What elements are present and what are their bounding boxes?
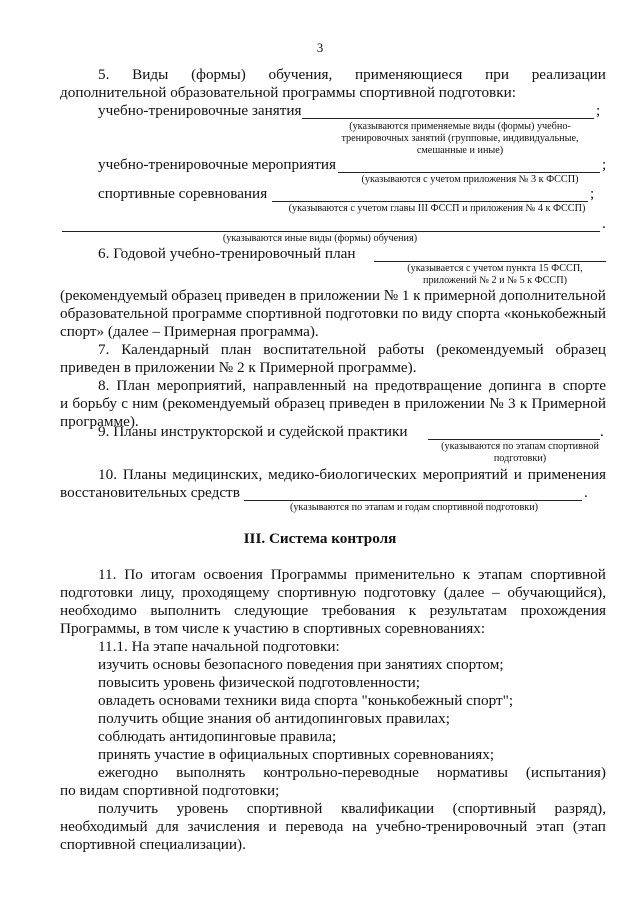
semicolon: ;	[596, 102, 601, 119]
word: допинга	[488, 377, 542, 394]
word: №	[383, 287, 399, 304]
word: ежегодно	[98, 764, 159, 781]
word: 7.	[98, 341, 110, 358]
item7-line2: приведен в приложении № 2 к Примерной программе).	[60, 359, 417, 376]
word: (рекомендуемый	[60, 287, 168, 304]
word: образец	[274, 395, 325, 412]
word: необходимый	[60, 818, 148, 835]
word: Календарный	[121, 341, 209, 358]
word: (спортивный	[452, 800, 536, 817]
p11-line4: Программы, в том числе к участию в спортивных соревнованиях:	[60, 620, 486, 637]
word: 5.	[98, 66, 110, 83]
word: в	[548, 377, 556, 394]
requirement-item: получить общие знания об антидопинговых правилах;	[98, 710, 450, 727]
field-practice-line[interactable]	[428, 439, 600, 440]
word: образец	[171, 287, 222, 304]
word: этап	[536, 818, 565, 835]
field-note: (указываются по этапам и годам спортивной подготовки)	[289, 502, 539, 513]
word: спортивной	[245, 305, 322, 322]
word: перевода	[285, 818, 344, 835]
semicolon: ;	[602, 156, 607, 173]
item6-line1	[60, 287, 606, 305]
word: реализации	[531, 66, 606, 83]
word: образовательной	[60, 305, 169, 322]
requirement-item-rank-line1	[98, 800, 606, 818]
field-note: (указываются с учетом приложения № 3 к ФССП)	[361, 174, 579, 185]
word: зачисления	[187, 818, 260, 835]
field-training-sessions-line[interactable]	[302, 118, 594, 119]
field-note: смешанные и иные)	[416, 145, 504, 156]
word: прохождения	[520, 602, 606, 619]
word: по	[402, 305, 418, 322]
word: работы	[377, 341, 425, 358]
word: План	[116, 377, 150, 394]
word: выполнить	[150, 602, 221, 619]
word: разряд),	[554, 800, 606, 817]
word: к	[462, 566, 471, 583]
word: 10.	[98, 466, 117, 483]
item8-line1	[98, 377, 606, 395]
word: план	[220, 341, 252, 358]
item5-line1	[98, 66, 606, 84]
word: на	[352, 377, 368, 394]
item10-line1	[98, 466, 606, 484]
period: .	[602, 215, 606, 232]
requirement-item: принять участие в официальных спортивных соревнованиях;	[98, 746, 495, 763]
word: Примерной	[531, 395, 606, 412]
field-note: приложений № 2 и № 5 к ФССП)	[423, 275, 567, 286]
semicolon: ;	[590, 185, 595, 202]
word: (рекомендуемый	[436, 341, 544, 358]
word: примерной	[424, 287, 496, 304]
word: подготовки	[325, 305, 399, 322]
word: 3	[507, 395, 516, 412]
field-annual-plan-line[interactable]	[374, 261, 606, 262]
item9-label: 9. Планы инструкторской и судейской практики	[98, 423, 408, 440]
word: «конькобежный	[503, 305, 606, 322]
word: с	[121, 395, 129, 412]
item6-line3: спорт» (далее – Примерная программа).	[60, 323, 319, 340]
requirement-item: повысить уровень физической подготовленности;	[98, 674, 421, 691]
word: к	[519, 395, 528, 412]
word: приведен	[225, 287, 286, 304]
item8-line2	[60, 395, 606, 413]
word: спорта	[456, 305, 500, 322]
field-recovery-means-line[interactable]	[244, 500, 582, 501]
word: приложении	[300, 287, 381, 304]
p11-line3	[60, 602, 606, 620]
word: в	[393, 395, 401, 412]
word: спортивной	[246, 800, 323, 817]
word: применительно	[354, 566, 455, 583]
word: уровень	[176, 800, 229, 817]
field-note: тренировочных занятий (групповые, индивидуальные,	[341, 133, 579, 144]
field-other-forms-line[interactable]	[62, 231, 600, 232]
requirement-item-rank-line2	[60, 818, 606, 836]
word: борьбу	[72, 395, 117, 412]
word: 8.	[98, 377, 110, 394]
field-competitions-line[interactable]	[272, 201, 588, 202]
word: контрольно-переводные	[263, 764, 419, 781]
item6-line2	[60, 305, 606, 323]
word: следующие	[234, 602, 309, 619]
word: направленный	[252, 377, 346, 394]
requirement-item: изучить основы безопасного поведения при занятиях спортом;	[98, 656, 504, 673]
item7-line1	[98, 341, 606, 359]
word: Программы	[270, 566, 347, 583]
word: применяющиеся	[355, 66, 463, 83]
field-training-events-label: учебно-тренировочные мероприятия	[98, 156, 336, 173]
field-training-sessions-label: учебно-тренировочные занятия	[98, 102, 302, 119]
word: для	[156, 818, 179, 835]
section-heading: III. Система контроля	[243, 530, 397, 547]
word: мероприятий,	[156, 377, 246, 394]
item5-line2: дополнительной образовательной программы спортивной подготовки:	[60, 84, 516, 101]
word: (рекомендуемый	[162, 395, 271, 412]
field-competitions-label: спортивные соревнования	[98, 185, 268, 202]
field-note: подготовки)	[493, 453, 547, 464]
word: освоения	[203, 566, 263, 583]
word: (формы)	[191, 66, 246, 83]
word: к	[413, 287, 421, 304]
item8-line3: программе).	[60, 413, 139, 430]
field-training-events-line[interactable]	[338, 172, 600, 173]
word: учебно-тренировочный	[375, 818, 528, 835]
word: мероприятий	[422, 466, 508, 483]
period: .	[600, 423, 604, 440]
word: ним	[132, 395, 159, 412]
p11-line1	[98, 566, 606, 584]
word: Виды	[132, 66, 169, 83]
word: применения	[527, 466, 606, 483]
field-note: (указываются с учетом главы III ФССП и приложения № 4 к ФССП)	[288, 203, 586, 214]
item6-label: 6. Годовой учебно-тренировочный план	[98, 245, 356, 262]
word: программе	[172, 305, 242, 322]
word: спорте	[562, 377, 606, 394]
word: предотвращение	[374, 377, 482, 394]
word: и	[513, 466, 522, 483]
word: необходимо	[60, 602, 137, 619]
word: нормативы	[436, 764, 508, 781]
word: медицинских,	[172, 466, 263, 483]
field-note: (указываются иные виды (формы) обучения)	[222, 233, 418, 244]
word: в	[289, 287, 297, 304]
word: дополнительной	[499, 287, 606, 304]
word: обучения,	[268, 66, 333, 83]
period: .	[584, 484, 588, 501]
word: виду	[421, 305, 453, 322]
word: (этап	[572, 818, 606, 835]
word: этапам	[478, 566, 523, 583]
requirement-item-norms-line2: по видам спортивной подготовки;	[60, 782, 280, 799]
word: воспитательной	[263, 341, 367, 358]
p11-line2: подготовки лицу, проходящему спортивную подготовку (далее – обучающийся),	[60, 584, 606, 601]
word: при	[485, 66, 509, 83]
word: результатам	[429, 602, 508, 619]
page-number: 3	[316, 40, 324, 55]
subsection-1-1: 11.1. На этапе начальной подготовки:	[98, 638, 340, 655]
word: требования	[321, 602, 396, 619]
word: на	[352, 818, 367, 835]
word: По	[124, 566, 143, 583]
word: спортивной	[530, 566, 606, 583]
word: 11.	[98, 566, 117, 583]
word: и	[60, 395, 69, 412]
word: приложении	[404, 395, 485, 412]
word: выполнять	[176, 764, 246, 781]
item10-line2-label: восстановительных средств	[60, 484, 240, 501]
word: (испытания)	[525, 764, 606, 781]
requirement-item-norms-line1	[98, 764, 606, 782]
word: итогам	[150, 566, 196, 583]
word: квалификации	[340, 800, 435, 817]
requirement-item: овладеть основами техники вида спорта "конькобежный спорт";	[98, 692, 514, 709]
word: и	[268, 818, 277, 835]
field-note: (указываются применяемые виды (формы) учебно-	[349, 121, 571, 132]
word: к	[408, 602, 417, 619]
word: №	[489, 395, 504, 412]
field-note: (указывается с учетом пункта 15 ФССП,	[407, 263, 583, 274]
word: медико-биологических	[268, 466, 417, 483]
requirement-item: соблюдать антидопинговые правила;	[98, 728, 337, 745]
field-note: (указываются по этапам спортивной	[441, 441, 599, 452]
requirement-item-rank-line3: спортивной специализации).	[60, 836, 246, 853]
word: 1	[401, 287, 410, 304]
word: Планы	[122, 466, 167, 483]
word: образец	[555, 341, 606, 358]
word: приведен	[329, 395, 390, 412]
word: получить	[98, 800, 159, 817]
